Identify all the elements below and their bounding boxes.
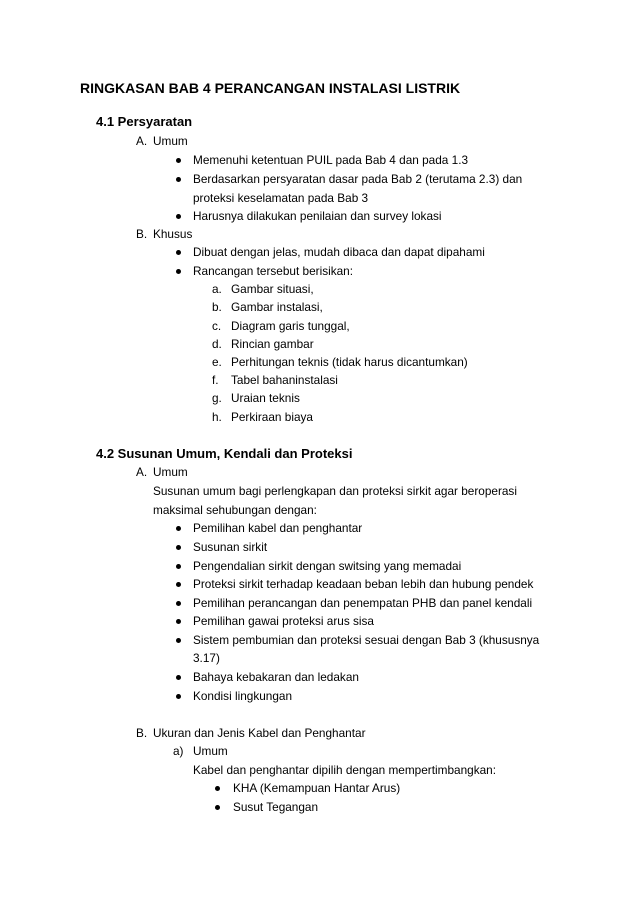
bullet-icon	[176, 601, 181, 606]
section-heading: 4.2 Susunan Umum, Kendali dan Proteksi	[96, 446, 353, 461]
sub-item-marker: a.	[212, 282, 222, 296]
list-item-label: Umum	[153, 465, 188, 479]
sub-item-marker: c.	[212, 319, 222, 333]
sub-item-marker: b.	[212, 300, 222, 314]
bullet-text: Proteksi sirkit terhadap keadaan beban lebih dan hubung pendek	[193, 577, 534, 591]
bullet-text: Pemilihan gawai proteksi arus sisa	[193, 614, 374, 628]
bullet-icon	[176, 545, 181, 550]
bullet-text: Kondisi lingkungan	[193, 689, 293, 703]
sub-item-text: Rincian gambar	[231, 337, 314, 351]
list-item-label: Umum	[153, 134, 188, 148]
bullet-icon	[215, 805, 220, 810]
bullet-icon	[176, 177, 181, 182]
page-title: RINGKASAN BAB 4 PERANCANGAN INSTALASI LISTRIK	[80, 80, 461, 96]
bullet-icon	[176, 582, 181, 587]
list-item-label: Khusus	[153, 227, 193, 241]
sub-item-text: Uraian teknis	[231, 391, 300, 405]
section-heading: 4.1 Persyaratan	[96, 114, 193, 129]
bullet-icon	[176, 158, 181, 163]
paragraph-line: Susunan umum bagi perlengkapan dan proteksi sirkit agar beroperasi	[153, 484, 517, 498]
bullet-icon	[176, 269, 181, 274]
sub-item-marker: f.	[212, 373, 219, 387]
sub-item-marker: h.	[212, 410, 222, 424]
list-marker: B.	[136, 227, 148, 241]
bullet-text: Berdasarkan persyaratan dasar pada Bab 2 (terutama 2.3) dan	[193, 172, 523, 186]
bullet-text: KHA (Kemampuan Hantar Arus)	[233, 781, 401, 795]
bullet-text: Pemilihan kabel dan penghantar	[193, 521, 363, 535]
sub-item-text: Gambar situasi,	[231, 282, 314, 296]
bullet-text: Pemilihan perancangan dan penempatan PHB dan panel kendali	[193, 596, 533, 610]
bullet-text: Dibuat dengan jelas, mudah dibaca dan dapat dipahami	[193, 245, 485, 259]
sub-item-text: Perhitungan teknis (tidak harus dicantumkan)	[231, 355, 468, 369]
bullet-text-continued: proteksi keselamatan pada Bab 3	[193, 191, 369, 205]
bullet-text: Bahaya kebakaran dan ledakan	[193, 670, 359, 684]
bullet-text: Memenuhi ketentuan PUIL pada Bab 4 dan pada 1.3	[193, 153, 469, 167]
bullet-icon	[176, 638, 181, 643]
bullet-icon	[176, 250, 181, 255]
bullet-text: Sistem pembumian dan proteksi sesuai dengan Bab 3 (khususnya	[193, 633, 540, 647]
bullet-text: Pengendalian sirkit dengan switsing yang memadai	[193, 559, 462, 573]
bullet-text-continued: 3.17)	[193, 651, 220, 665]
sub-item-marker: g.	[212, 391, 222, 405]
sub-item-text: Diagram garis tunggal,	[231, 319, 350, 333]
bullet-icon	[176, 564, 181, 569]
list-marker: B.	[136, 726, 148, 740]
bullet-icon	[215, 786, 220, 791]
paragraph-line: Kabel dan penghantar dipilih dengan mempertimbangkan:	[193, 763, 496, 777]
bullet-icon	[176, 214, 181, 219]
bullet-icon	[176, 526, 181, 531]
list-marker: A.	[136, 134, 148, 148]
sub-item-text: Tabel bahaninstalasi	[231, 373, 338, 387]
bullet-text: Harusnya dilakukan penilaian dan survey lokasi	[193, 209, 442, 223]
bullet-text: Susunan sirkit	[193, 540, 268, 554]
bullet-text: Susut Tegangan	[233, 800, 319, 814]
sub-item-text: Gambar instalasi,	[231, 300, 323, 314]
paragraph-line: maksimal sehubungan dengan:	[153, 503, 317, 517]
sub-item-label: Umum	[193, 744, 228, 758]
sub-item-marker: e.	[212, 355, 222, 369]
sub-item-marker: a)	[173, 744, 184, 758]
sub-item-marker: d.	[212, 337, 222, 351]
bullet-text: Rancangan tersebut berisikan:	[193, 264, 354, 278]
bullet-icon	[176, 619, 181, 624]
sub-item-text: Perkiraan biaya	[231, 410, 313, 424]
list-marker: A.	[136, 465, 148, 479]
bullet-icon	[176, 694, 181, 699]
bullet-icon	[176, 675, 181, 680]
list-item-label: Ukuran dan Jenis Kabel dan Penghantar	[153, 726, 366, 740]
